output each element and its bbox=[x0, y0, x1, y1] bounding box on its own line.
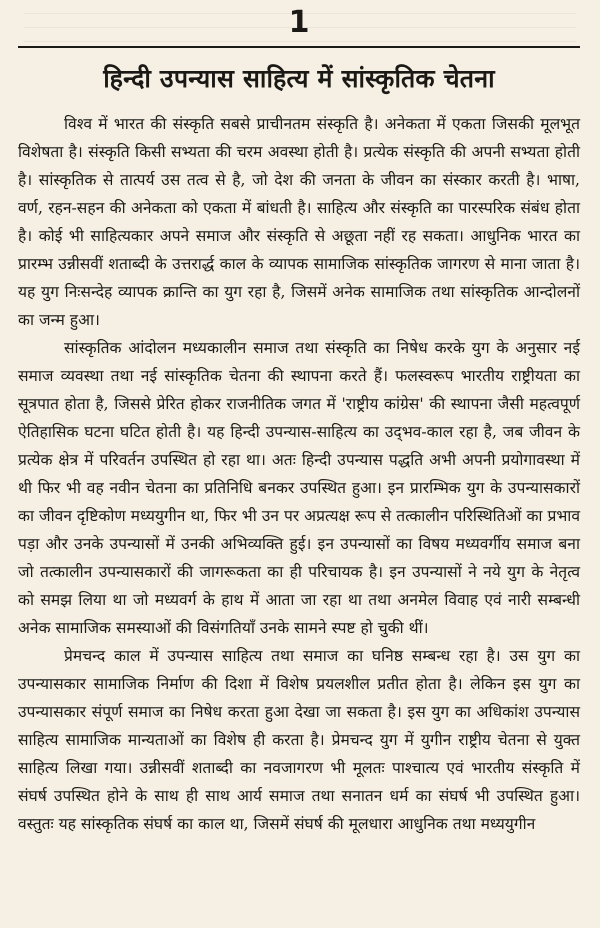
paragraph-1: विश्व में भारत की संस्कृति सबसे प्राचीनतम संस्कृति है। अनेकता में एकता जिसकी मूलभूत विशेषता है। संस्कृति किसी सभ्यता की चरम अवस्था होती है। प्रत्येक संस्कृति की अपनी सभ्यता होती है। सांस्कृतिक से तात्पर्य उस तत्व से है, जो देश की जनता के जीवन का संस्कार करती है। भाषा, वर्ण, रहन-सहन की अनेकता को एकता में बांधती है। साहित्य और संस्कृति का पारस्परिक संबंध होता है। कोई भी साहित्यकार अपने समाज और संस्कृति से अछूता नहीं रह सकता। आधुनिक भारत का प्रारम्भ उन्नीसवीं शताब्दी के उत्तरार्द्ध काल के व्यापक सामाजिक सांस्कृतिक जागरण से माना जाता है। यह युग निःसन्देह व्यापक क्रान्ति का युग रहा है, जिसमें अनेक सामाजिक तथा सांस्कृतिक आन्दोलनों का जन्म हुआ। bbox=[18, 115, 580, 329]
chapter-rule bbox=[18, 46, 580, 48]
chapter-number: 1 bbox=[288, 5, 310, 40]
paragraph-2: सांस्कृतिक आंदोलन मध्यकालीन समाज तथा संस्कृति का निषेध करके युग के अनुसार नई समाज व्यवस्था तथा नई सांस्कृतिक चेतना की स्थापना करते हैं। फलस्वरूप भारतीय राष्ट्रीयता का सूत्रपात होता है, जिससे प्रेरित होकर राजनीतिक जगत में 'राष्ट्रीय कांग्रेस' की स्थापना जैसी महत्वपूर्ण ऐतिहासिक घटना घटित होती है। यह हिन्दी उपन्यास-साहित्य का उद्‌भव-काल रहा है, जब जीवन के प्रत्येक क्षेत्र में परिवर्तन उपस्थित हो रहा था। अतः हिन्दी उपन्यास पद्धति अभी अपनी प्रयोगावस्था में थी फिर भी वह नवीन चेतना का प्रतिनिधि बनकर उपस्थित हुआ। इन प्रारम्भिक युग के उपन्यासकारों का जीवन दृष्टिकोण मध्ययुगीन था, फिर भी उन पर अप्रत्यक्ष रूप से तत्कालीन परिस्थितिओं का प्रभाव पड़ा और उनके उपन्यासों में उनकी अभिव्यक्ति हुई। इन उपन्यासों का विषय मध्यवर्गीय समाज बना जो तत्कालीन उपन्यासकारों की जागरूकता का ही परिचायक है। इन उपन्यासों ने नये युग के नेतृत्व को समझ लिया था जो मध्यवर्ग के हाथ में आता जा रहा था तथा अनमेल विवाह एवं नारी सम्बन्धी अनेक सामाजिक समस्याओं की विसंगतियाँ उनके सामने स्पष्ट हो चुकी थीं। bbox=[18, 339, 580, 637]
chapter-title: हिन्दी उपन्यास साहित्य में सांस्कृतिक चेतना bbox=[103, 64, 495, 93]
paragraph-3: प्रेमचन्द काल में उपन्यास साहित्य तथा समाज का घनिष्ठ सम्बन्ध रहा है। उस युग का उपन्यासकार सामाजिक निर्माण की दिशा में विशेष प्रयलशील प्रतीत होता है। लेकिन इस युग का उपन्यासकार संपूर्ण समाज का निषेध करता हुआ देखा जा सकता है। इस युग का अधिकांश उपन्यास साहित्य सामाजिक मान्यताओं का विशेष ही करता है। प्रेमचन्द युग में युगीन राष्ट्रीय चेतना से युक्त साहित्य लिखा गया। उन्नीसवीं शताब्दी का नवजागरण भी मूलतः पाश्चात्य एवं भारतीय संस्कृति में संघर्ष उपस्थित होने के साथ ही साथ आर्य समाज तथा सनातन धर्म का संघर्ष भी उपस्थित हुआ। वस्तुतः यह सांस्कृतिक संघर्ष का काल था, जिसमें संघर्ष की मूलधारा आधुनिक तथा मध्ययुगीन bbox=[18, 647, 580, 833]
chapter-header bbox=[18, 4, 580, 52]
